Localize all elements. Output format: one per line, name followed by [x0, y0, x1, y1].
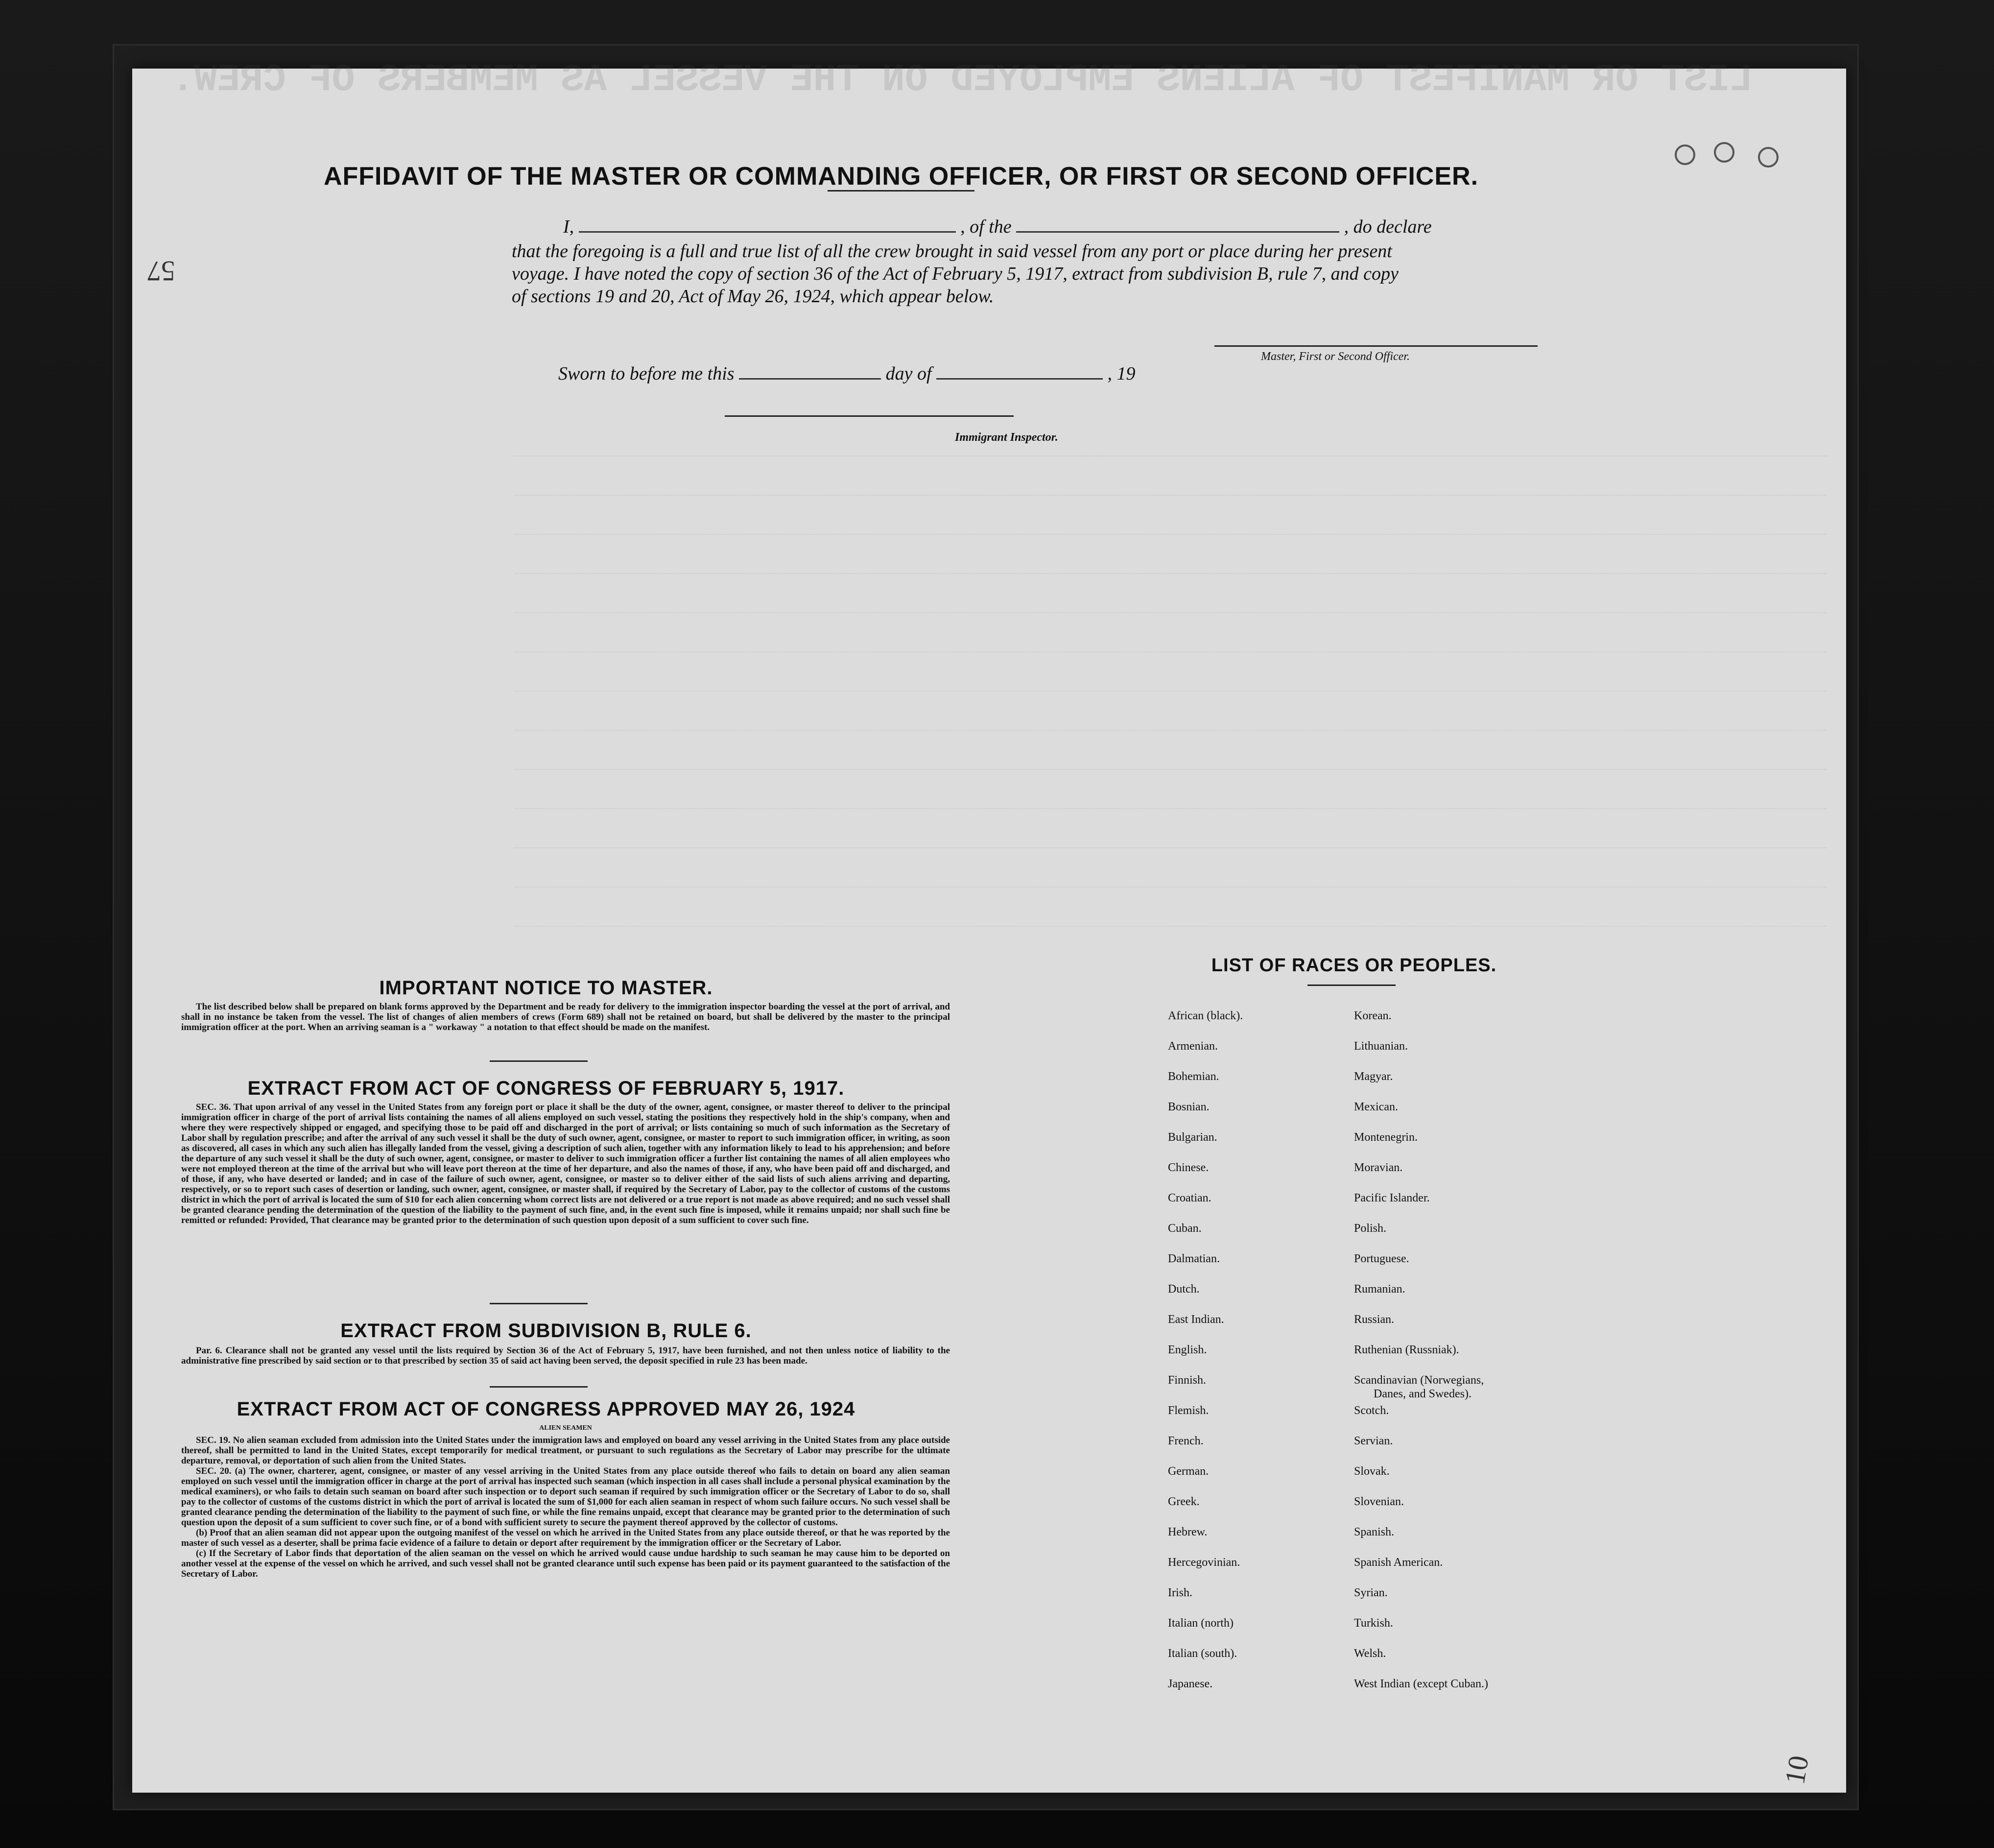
race-item: Moravian.	[1354, 1161, 1403, 1174]
race-item: Pacific Islander.	[1354, 1192, 1430, 1204]
section-20a-paragraph: SEC. 20. (a) The owner, charterer, agent, consignee, or master of any vessel arriving in the United States from any place outside thereof who fails to detain on board any alien seaman employed on such vessel until the immigration officer in charge at the port of arrival has inspected such seaman (which inspection in all cases shall include a personal physical examination by the medical examiners), or who fails to detain such seaman on board after such inspection or to deport such seaman if required by such immigration officer or the Secretary of Labor to do so, shall pay to the collector of customs of the customs district in which the port of arrival is located the sum of $1,000 for each alien seaman in respect of whom such failure occurs. No such vessel shall be granted clearance pending the determination of the liability to the payment of such fine, or while the fine remains unpaid, except that clearance may be granted prior to the determination of such question upon the deposit of a sum sufficient to cover such fine, or of a bond with sufficient surety to secure the payment thereof approved by the collector of customs.	[181, 1466, 950, 1528]
race-item: Bosnian.	[1168, 1101, 1210, 1113]
bottom-page-number: 10	[1778, 1753, 1815, 1787]
race-item: Italian (north)	[1168, 1617, 1234, 1630]
section-divider	[490, 1386, 588, 1388]
race-item: Japanese.	[1168, 1678, 1213, 1690]
sworn-label: Sworn to before me this	[558, 363, 735, 384]
race-item: Mexican.	[1354, 1101, 1398, 1113]
race-item: Irish.	[1168, 1586, 1192, 1599]
bleed-through-text: LIST OR MANIFEST OF ALIENS EMPLOYED ON THE VESSEL AS MEMBERS OF CREW.	[171, 59, 1753, 102]
race-item: East Indian.	[1168, 1313, 1224, 1326]
section-20c-paragraph: (c) If the Secretary of Labor finds that deportation of the alien seaman on the vessel on which he arrived would cause undue hardship to such seaman he may cause him to be deported on another vessel at the expense of the vessel on which he arrived, and such vessel shall not be granted clearance until such expense has been paid or its payment guaranteed to the satisfaction of the Secretary of Labor.	[181, 1548, 950, 1579]
race-item: Hercegovinian.	[1168, 1556, 1240, 1569]
section-19-paragraph: SEC. 19. No alien seaman excluded from admission into the United States under the immigration laws and employed on board any vessel arriving in the United States from any place outside thereof, shall be permitted to land in the United States, except temporarily for medical treatment, or pursuant to such regulations as the Secretary of Labor may prescribe for the ultimate departure, removal, or deportation of such alien from the United States.	[181, 1435, 950, 1466]
race-item: Spanish American.	[1354, 1556, 1443, 1569]
affidavit-para-2: voyage. I have noted the copy of section 36 of the Act of February 5, 1917, extract from subdivision B, rule 7, and copy	[512, 264, 1399, 284]
sworn-line	[558, 362, 1195, 385]
notice-title: IMPORTANT NOTICE TO MASTER.	[379, 977, 713, 999]
bleed-through-row	[514, 926, 1827, 928]
affidavit-i-label: I,	[563, 216, 574, 237]
affidavit-title: AFFIDAVIT OF THE MASTER OR COMMANDING OFFICER, OR FIRST OR SECOND OFFICER.	[323, 162, 1479, 191]
race-item: Montenegrin.	[1354, 1131, 1418, 1144]
race-item: Cuban.	[1168, 1222, 1202, 1235]
notice-paragraph: The list described below shall be prepared on blank forms approved by the Department and be ready for delivery to the immigration inspector boarding the vessel at the port of arrival, and shall in no instance be taken from the vessel. The list of changes of alien members of crews (Form 689) shall not be retained on board, but shall be delivered by the master to the principal immigration officer at the port. When an arriving seaman is a " workaway " a notation to that effect should be made on the manifest.	[181, 1002, 950, 1032]
race-item: Lithuanian.	[1354, 1040, 1408, 1053]
race-item: Scotch.	[1354, 1404, 1389, 1417]
year-label: , 19	[1107, 363, 1136, 384]
race-item: West Indian (except Cuban.)	[1354, 1678, 1488, 1690]
extract-1924-text	[181, 1435, 950, 1579]
bleed-through-row	[514, 769, 1827, 771]
race-item: Welsh.	[1354, 1647, 1386, 1660]
bleed-through-row	[514, 573, 1827, 575]
master-label: Master, First or Second Officer.	[1261, 350, 1410, 363]
bleed-through-row	[514, 808, 1827, 810]
title-divider	[828, 190, 974, 192]
manifest-page	[132, 59, 1846, 1793]
inspector-label: Immigrant Inspector.	[955, 431, 1058, 444]
affidavit-of-the-label: , of the	[960, 216, 1012, 237]
race-item: Rumanian.	[1354, 1283, 1405, 1296]
day-of-label: day of	[885, 363, 932, 384]
bleed-through-row	[514, 495, 1827, 497]
race-item: Hebrew.	[1168, 1526, 1208, 1538]
section-20b-paragraph: (b) Proof that an alien seaman did not appear upon the outgoing manifest of the vessel on which he arrived in the United States from any place outside thereof, or that he was reported by the master of such vessel as a deserter, shall be prima facie evidence of a failure to detain or deport after requirement by the immigration officer or the Secretary of Labor.	[181, 1528, 950, 1548]
extract-1917-title: EXTRACT FROM ACT OF CONGRESS OF FEBRUARY 5, 1917.	[247, 1078, 845, 1099]
bleed-through-row	[514, 651, 1827, 653]
race-item: Russian.	[1354, 1313, 1395, 1326]
race-item: Servian.	[1354, 1435, 1393, 1447]
race-item: Armenian.	[1168, 1040, 1218, 1053]
affidavit-para-1: that the foregoing is a full and true list of all the crew brought in said vessel from any port or place during her present	[512, 241, 1392, 262]
race-item: German.	[1168, 1465, 1209, 1478]
race-item: English.	[1168, 1344, 1207, 1356]
race-item: Scandinavian (Norwegians,	[1354, 1374, 1484, 1387]
race-item: Croatian.	[1168, 1192, 1211, 1204]
race-item: French.	[1168, 1435, 1204, 1447]
rule-6-paragraph: Par. 6. Clearance shall not be granted any vessel until the lists required by Section 36 of the Act of February 5, 1917, have been furnished, and not then unless notice of liability to the administrative fine prescribed by said section or to that prescribed by section 35 of said act having been served, the deposit specified in rule 23 has been made.	[181, 1345, 950, 1366]
sworn-day-field[interactable]	[739, 378, 881, 380]
race-item: African (black).	[1168, 1009, 1243, 1022]
bleed-through-row	[514, 887, 1827, 888]
race-item: Dalmatian.	[1168, 1252, 1220, 1265]
race-item: Slovak.	[1354, 1465, 1390, 1478]
master-signature-line[interactable]	[1214, 345, 1538, 347]
extract-1917-text	[181, 1102, 950, 1225]
affidavit-para-3: of sections 19 and 20, Act of May 26, 1924, which appear below.	[512, 286, 994, 307]
affidavit-declare-label: , do declare	[1344, 216, 1432, 237]
race-item: Dutch.	[1168, 1283, 1200, 1296]
subdivision-text	[181, 1345, 950, 1366]
races-title: LIST OF RACES OR PEOPLES.	[1211, 955, 1497, 976]
race-item: Turkish.	[1354, 1617, 1393, 1630]
affidavit-line-1	[563, 216, 1660, 238]
page-number: 57	[147, 255, 175, 287]
affidavit-body	[512, 240, 1638, 308]
vessel-field[interactable]	[1016, 231, 1339, 233]
race-item: Finnish.	[1168, 1374, 1207, 1387]
race-item: Ruthenian (Russniak).	[1354, 1344, 1459, 1356]
race-item: Syrian.	[1354, 1586, 1388, 1599]
binder-hole-icon	[1758, 147, 1779, 168]
bleed-through-row	[514, 456, 1827, 457]
bleed-through-row	[514, 847, 1827, 849]
race-item: Magyar.	[1354, 1070, 1393, 1083]
bleed-through-row	[514, 730, 1827, 732]
race-item: Italian (south).	[1168, 1647, 1237, 1660]
race-item: Bulgarian.	[1168, 1131, 1217, 1144]
bleed-through-row	[514, 534, 1827, 536]
section-divider	[490, 1303, 588, 1304]
extract-1924-title: EXTRACT FROM ACT OF CONGRESS APPROVED MAY 26, 1924	[237, 1398, 855, 1420]
race-item: Portuguese.	[1354, 1252, 1409, 1265]
race-item: Spanish.	[1354, 1526, 1395, 1538]
name-field[interactable]	[579, 231, 956, 233]
inspector-signature-line[interactable]	[725, 415, 1014, 417]
section-divider	[490, 1060, 588, 1062]
binder-hole-icon	[1714, 142, 1734, 163]
race-item: Chinese.	[1168, 1161, 1209, 1174]
sworn-month-field[interactable]	[936, 378, 1103, 380]
races-divider	[1307, 984, 1396, 986]
notice-text	[181, 1002, 950, 1032]
extract-1924-subtitle: ALIEN SEAMEN	[539, 1424, 592, 1432]
section-36-paragraph: SEC. 36. That upon arrival of any vessel in the United States from any foreign port or place it shall be the duty of the owner, agent, consignee, or master thereof to deliver to the principal immigration officer in charge of the port of arrival lists containing the names of all aliens employed on such vessel, stating the positions they respectively hold in the ship's company, when and where they were respectively shipped or engaged, and specifying those to be paid off and discharged in the port of arrival; or lists containing so much of such information as the Secretary of Labor shall by regulation prescribe; and after the arrival of any such vessel it shall be the duty of such owner, agent, consignee, or master to report to such immigration officer, in writing, as soon as discovered, all cases in which any such alien has illegally landed from the vessel, giving a description of such alien, together with any information likely to lead to his apprehension; and before the departure of any such vessel it shall be the duty of such owner, agent, consignee, or master to deliver to such immigration officer a further list containing the names of all alien employees who were not employed thereon at the time of the arrival but who will leave port thereon at the time of her departure, and also the names of those, if any, who have been paid off and discharged, and of those, if any, who have deserted or landed; and in case of the failure of such owner, agent, consignee, or master so to deliver either of the said lists of such aliens arriving and departing, respectively, or so to report such cases of desertion or landing, such owner, agent, consignee, or master shall, if required by the Secretary of Labor, pay to the collector of customs of the customs district in which the port of arrival is located the sum of $10 for each alien concerning whom correct lists are not delivered or a true report is not made as above required; and no such vessel shall be granted clearance pending the determination of the question of the liability to the payment of such fine, and, in the event such fine is imposed, while it remains unpaid; nor shall such fine be remitted or refunded: Provided, That clearance may be granted prior to the determination of such question upon deposit of a sum sufficient to cover such fine.	[181, 1102, 950, 1225]
race-item: Korean.	[1354, 1009, 1392, 1022]
race-item: Danes, and Swedes).	[1374, 1388, 1472, 1400]
race-item: Slovenian.	[1354, 1495, 1404, 1508]
race-item: Greek.	[1168, 1495, 1200, 1508]
bleed-through-row	[514, 691, 1827, 693]
race-item: Bohemian.	[1168, 1070, 1219, 1083]
binder-hole-icon	[1675, 144, 1695, 165]
bleed-through-row	[514, 612, 1827, 614]
subdivision-title: EXTRACT FROM SUBDIVISION B, RULE 6.	[340, 1320, 752, 1342]
race-item: Flemish.	[1168, 1404, 1209, 1417]
race-item: Polish.	[1354, 1222, 1387, 1235]
